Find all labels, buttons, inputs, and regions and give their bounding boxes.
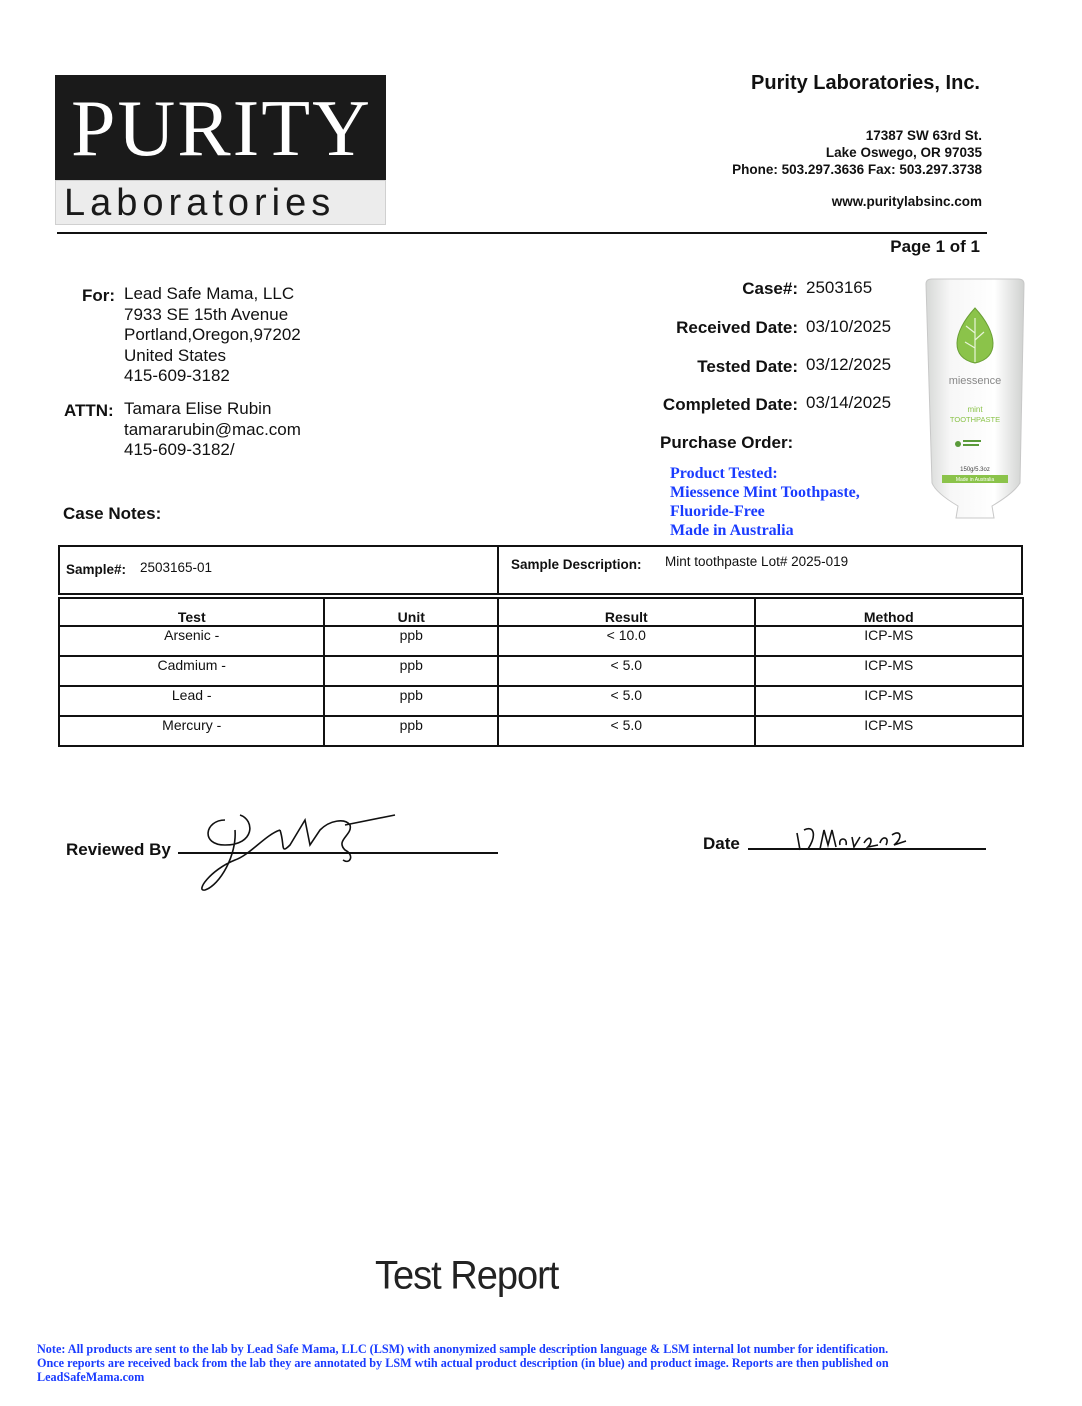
attn-name: Tamara Elise Rubin [124, 399, 272, 418]
client-street: 7933 SE 15th Avenue [124, 304, 289, 324]
tube-origin: Made in Australia [955, 477, 995, 483]
tube-flavor: mint [967, 405, 983, 414]
sample-number: 2503165-01 [140, 560, 213, 575]
attn-block [124, 399, 301, 461]
cell-test: Mercury - [59, 716, 324, 746]
certified-badge-icon [955, 441, 961, 447]
client-country: United States [124, 345, 227, 365]
client-city: Portland,Oregon,97202 [124, 325, 301, 344]
tube-brand: miessence [948, 375, 1002, 387]
company-city: Lake Oswego, OR 97035 [825, 145, 982, 160]
tested-label: Tested Date: [697, 357, 798, 376]
purity-logo [55, 75, 386, 225]
cell-result: < 5.0 [498, 656, 754, 686]
client-name: Lead Safe Mama, LLC [124, 284, 295, 303]
product-note-line4: Made in Australia [670, 522, 794, 539]
product-tested-note [670, 464, 860, 540]
footnote-line2: Once reports are received back from the lab they are annotated by LSM wtih actual product description (in blue) and product image. Reports are then published on [37, 1356, 889, 1370]
cell-test: Arsenic - [59, 626, 324, 656]
toothpaste-tube-image [922, 278, 1028, 523]
handwritten-date [792, 815, 912, 855]
company-phone-fax: Phone: 503.297.3636 Fax: 503.297.3738 [732, 162, 982, 177]
completed-date: 03/14/2025 [806, 393, 892, 412]
sample-bar [58, 545, 1023, 595]
footnote-line1: Note: All products are sent to the lab by Lead Safe Mama, LLC (LSM) with anonymized sample description language & LSM internal lot number for identification. [37, 1342, 889, 1356]
attn-email: tamararubin@mac.com [124, 419, 301, 439]
received-date: 03/10/2025 [806, 317, 892, 336]
header-method: Method [755, 598, 1023, 626]
logo-dark-band [55, 75, 386, 180]
received-label: Received Date: [676, 318, 798, 337]
cell-method: ICP-MS [755, 716, 1023, 746]
table-row [59, 716, 1023, 746]
company-street: 17387 SW 63rd St. [865, 128, 982, 143]
product-note-line1: Product Tested: [670, 465, 778, 482]
tested-date: 03/12/2025 [806, 355, 892, 374]
cell-unit: ppb [324, 686, 498, 716]
table-row [59, 686, 1023, 716]
header-unit: Unit [324, 598, 498, 626]
cell-method: ICP-MS [755, 686, 1023, 716]
case-label: Case#: [742, 279, 798, 298]
logo-brand-text: PURITY [71, 85, 372, 173]
cell-test: Cadmium - [59, 656, 324, 686]
client-address [124, 284, 301, 387]
results-header-row [59, 598, 1023, 626]
sample-number-label: Sample#: [66, 562, 127, 577]
sample-bar-divider [497, 547, 499, 595]
case-notes-label: Case Notes: [63, 504, 162, 523]
cell-unit: ppb [324, 716, 498, 746]
cell-result: < 10.0 [498, 626, 754, 656]
company-name: Purity Laboratories, Inc. [751, 72, 980, 94]
header-rule [57, 232, 987, 234]
date-label: Date [703, 834, 740, 853]
reviewer-signature [195, 800, 415, 900]
page-number: Page 1 of 1 [890, 237, 980, 256]
table-row [59, 626, 1023, 656]
sample-description: Mint toothpaste Lot# 2025-019 [665, 554, 849, 569]
cell-unit: ppb [324, 656, 498, 686]
cell-result: < 5.0 [498, 686, 754, 716]
header-test: Test [59, 598, 324, 626]
header-result: Result [498, 598, 754, 626]
footnote [37, 1342, 1057, 1384]
footnote-line3: LeadSafeMama.com [37, 1370, 145, 1384]
attn-label: ATTN: [64, 401, 114, 420]
attn-phone: 415-609-3182/ [124, 440, 235, 459]
case-number: 2503165 [806, 278, 873, 297]
completed-label: Completed Date: [662, 395, 798, 414]
company-website: www.puritylabsinc.com [831, 194, 982, 209]
product-note-line3: Fluoride-Free [670, 503, 765, 520]
table-row [59, 656, 1023, 686]
results-table [58, 597, 1024, 747]
report-title: Test Report [375, 1253, 559, 1299]
purchase-order-label: Purchase Order: [660, 433, 794, 452]
logo-subtitle: Laboratories [64, 182, 336, 224]
product-note-line2: Miessence Mint Toothpaste, [670, 484, 860, 501]
reviewed-by-label: Reviewed By [66, 840, 171, 859]
cell-method: ICP-MS [755, 656, 1023, 686]
client-phone: 415-609-3182 [124, 366, 230, 385]
for-label: For: [82, 286, 116, 305]
tube-size: 150g/5.3oz [960, 467, 990, 473]
tube-product: TOOTHPASTE [949, 415, 1001, 424]
cell-test: Lead - [59, 686, 324, 716]
cell-unit: ppb [324, 626, 498, 656]
cell-method: ICP-MS [755, 626, 1023, 656]
sample-description-label: Sample Description: [511, 557, 642, 572]
cell-result: < 5.0 [498, 716, 754, 746]
logo-light-band [55, 180, 386, 225]
